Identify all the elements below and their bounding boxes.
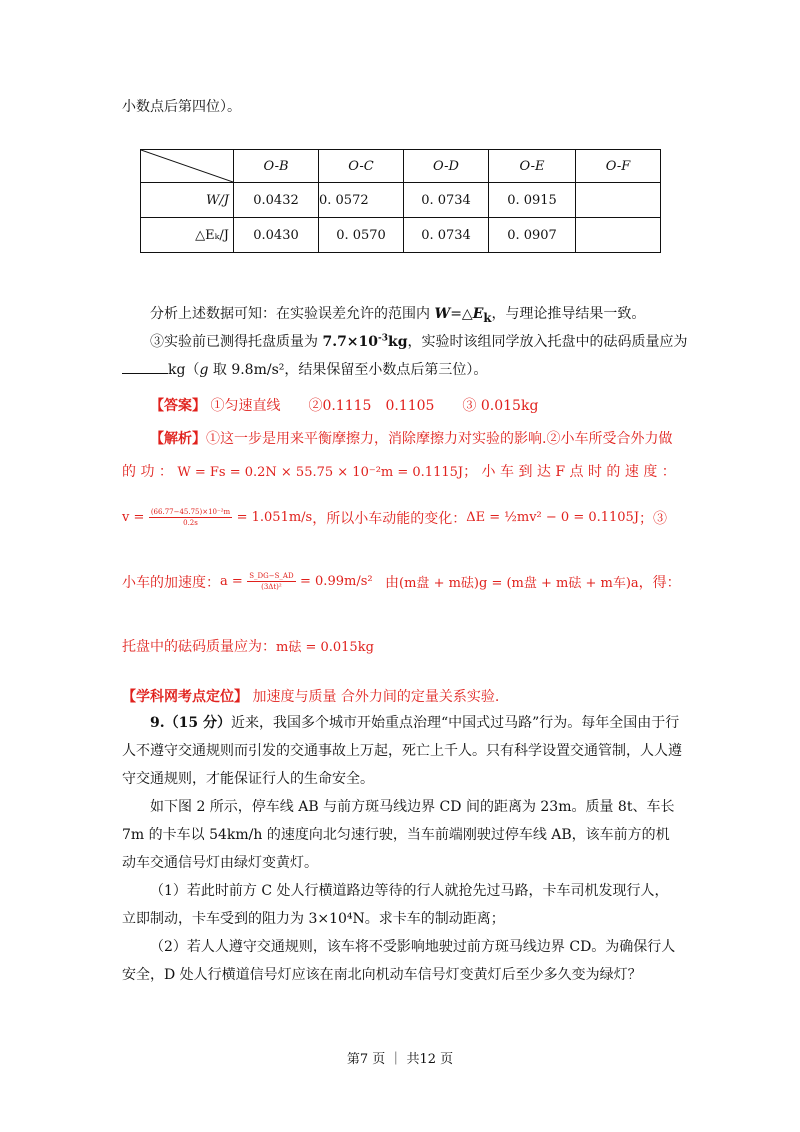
row-label: △Eₖ/J [141,218,234,253]
acceleration-fraction: $\frac{S\_DG-S\_AD}{\text{(3Δt)²}}$ [249,572,294,591]
explanation-line-2: 的 功 ： W = Fs = 0.2N × 55.75 × 10⁻²m = 0.1115J； 小 车 到 达 F 点 时 的 速 度 ： [122,464,676,480]
diagonal-header-cell [141,150,234,183]
data-table [140,149,661,253]
explanation-line-4: 小车的加速度：a = $\frac{S\_DG-S\_AD}{\text{(3Δt)²}}$ = 0.99m/s² 由(m盘 + m砝)g = (m盘 + m砝 + m车)a，得： [122,572,681,591]
diagonal-line [141,150,233,182]
kinetic-energy-formula: ΔE = ½mv² − 0 = 0.1105J [466,510,640,525]
velocity-fraction: $\frac{\text{(66.77−45.75)×10⁻²m}}{0.2s}$ [150,508,231,527]
question9-part1: （1）若此时前方 C 处人行横道路边等待的行人就抢先过马路，卡车司机发现行人，立即制动，卡车受到的阻力为 3×10⁴N。求卡车的制动距离； [122,883,669,927]
question3-line: ③实验前已测得托盘质量为 $7.7\times 10^{-3}kg$，实验时该组同学放入托盘中的砝码质量应为 [150,333,688,350]
table-header-cell: O-D [404,150,489,183]
answer-blank [122,359,168,374]
explanation-line-1: 【解析】①这一步是用来平衡摩擦力，消除摩擦力对实验的影响.②小车所受合外力做 [150,431,673,447]
table-cell: 0.0430 [234,218,319,253]
work-formula: W = Fs = 0.2N × 55.75 × 10⁻²m = 0.1115J [177,465,464,480]
table-cell [576,218,661,253]
table-header-cell: O-B [234,150,319,183]
analysis-line: 分析上述数据可知：在实验误差允许的范围内 $W=\triangle E_k$，与理论推导结果一致。 [150,306,646,325]
explanation-line-3: v = $\frac{\text{(66.77−45.75)×10⁻²m}}{0.2s}$ = 1.051m/s，所以小车动能的变化：ΔE = ½mv² − 0 = 0.1105J；③ [122,508,668,527]
question9-paragraph-1: 9.（15 分）近来，我国多个城市开始重点治理“中国式过马路”行为。每年全国由于行人不遵守交通规则而引发的交通事故上万起，死亡上千人。只有科学设置交通管制，人人遵守交通规则，才能保证行人的生命安全。 [122,715,682,787]
newton-formula: (m盘 + m砝)g = (m盘 + m砝 + m车)a [399,576,639,591]
explanation-label: 【解析】 [150,431,206,447]
intro-line: 小数点后第四位）。 [122,99,241,115]
table-cell: 0. 0572 [319,183,404,218]
answer-line [150,395,538,415]
keypoint-line [122,686,499,706]
answer-label: 【答案】 [150,398,206,414]
table-cell: 0. 0734 [404,183,489,218]
keypoint-text: 加速度与质量 合外力间的定量关系实验. [252,689,500,705]
question9-part2: （2）若人人遵守交通规则，该车将不受影响地驶过前方斑马线边界 CD。为确保行人安全，D 处人行横道信号灯应该在南北向机动车信号灯变黄灯后至少多久变为绿灯？ [122,939,676,983]
table-header-row [141,150,661,183]
table-cell: 0. 0907 [489,218,576,253]
row-label: W/J [141,183,234,218]
keypoint-label: 【学科网考点定位】 [122,689,248,705]
table-row [141,218,661,253]
page-footer: 第7 页 ｜ 共12 页 [346,1052,454,1067]
question3-line2: kg（g 取 9.8m/s²，结果保留至小数点后第三位）。 [122,359,487,379]
answer-text: ①匀速直线 ②0.1115 0.1105 ③ 0.015kg [210,398,539,414]
table-cell: 0.0432 [234,183,319,218]
table-header-cell: O-F [576,150,661,183]
table-row [141,183,661,218]
explanation-line-5: 托盘中的砝码质量应为：m砝 = 0.015kg [122,639,374,655]
table-cell: 0. 0734 [404,218,489,253]
table-header-cell: O-E [489,150,576,183]
table-cell [576,183,661,218]
table-header-cell: O-C [319,150,404,183]
mass-formula: m砝 = 0.015kg [276,640,374,655]
table-cell: 0. 0570 [319,218,404,253]
table-cell: 0. 0915 [489,183,576,218]
question9-paragraph-2: 如下图 2 所示，停车线 AB 与前方斑马线边界 CD 间的距离为 23m。质量 8t、车长 7m 的卡车以 54km/h 的速度向北匀速行驶，当车前端刚驶过停车线 AB，该车前方的机动车交通信号灯由绿灯变黄灯。 [122,799,675,871]
